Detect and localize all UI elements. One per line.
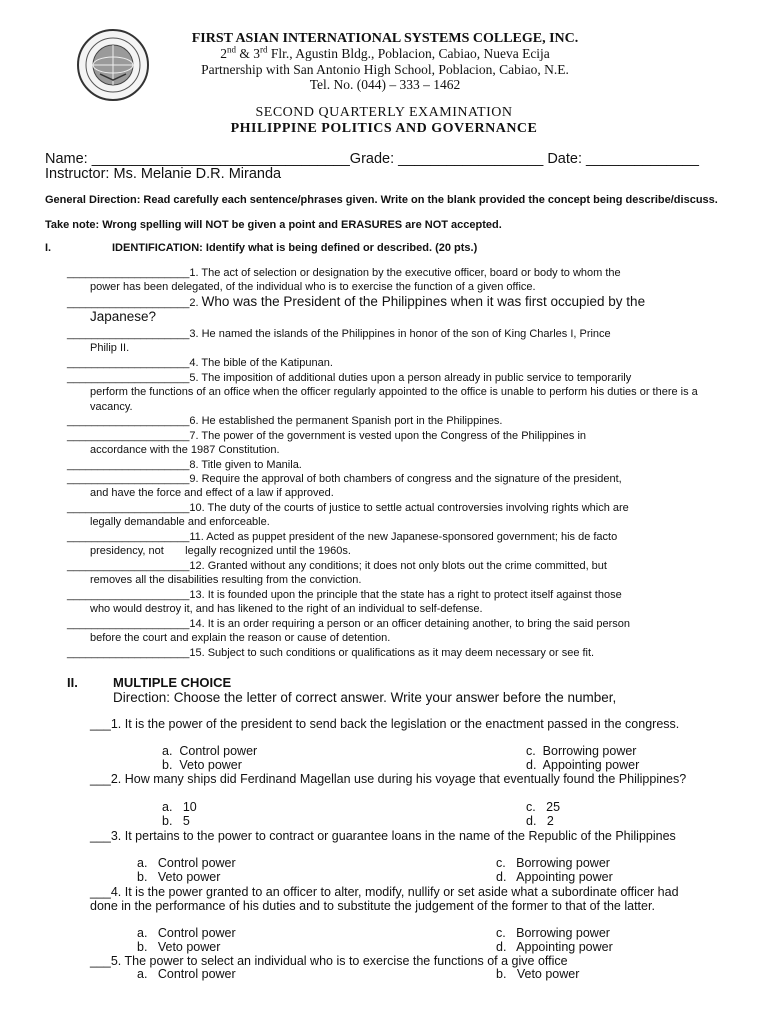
mc-question: ___3. It pertains to the power to contract or guarantee loans in the name of the Republic of the Philippines bbox=[90, 829, 676, 843]
mc-option: a. Control power bbox=[137, 856, 236, 870]
identification-item bbox=[67, 266, 727, 295]
mc-option: c. Borrowing power bbox=[496, 926, 610, 940]
item-text: It is an order requiring a person or an officer detaining another, to bring the said person bbox=[207, 618, 631, 630]
mc-option: b. Veto power bbox=[162, 758, 242, 772]
identification-item bbox=[67, 429, 727, 458]
item-text: Granted without any conditions; it does not only blots out the crime committed, but bbox=[207, 560, 607, 572]
item-text: The imposition of additional duties upon a person already in public service to temporarily bbox=[201, 372, 632, 384]
school-address: 2nd & 3rd Flr., Agustin Bldg., Poblacion, Cabiao, Nueva Ecija bbox=[220, 44, 550, 61]
identification-item bbox=[67, 617, 727, 646]
item-text-continued: who would destroy it, and has likened to the right of an individual to self-defense. bbox=[90, 603, 483, 616]
answer-blank: ____________________3. bbox=[67, 328, 202, 340]
item-text-continued: and have the force and effect of a law if approved. bbox=[90, 487, 334, 500]
take-note: Take note: Wrong spelling will NOT be given a point and ERASURES are NOT accepted. bbox=[45, 219, 502, 231]
identification-item bbox=[67, 472, 727, 501]
mc-option: a. 10 bbox=[162, 800, 197, 814]
section-1-number: I. bbox=[45, 242, 52, 254]
mc-option: a. Control power bbox=[137, 926, 236, 940]
item-text: He established the permanent Spanish port in the Philippines. bbox=[201, 415, 503, 427]
answer-blank: ____________________13. bbox=[67, 589, 208, 601]
mc-option: c. 25 bbox=[526, 800, 561, 814]
answer-blank: ____________________15. bbox=[67, 647, 208, 659]
item-text: Who was the President of the Philippines when it was first occupied by the bbox=[201, 294, 646, 309]
name-grade-date-line: Name: ________________________________Grade: __________________ Date: ______________ bbox=[45, 151, 699, 167]
item-text-continued: Japanese? bbox=[90, 309, 157, 325]
answer-blank: ____________________10. bbox=[67, 502, 208, 514]
item-text: The duty of the courts of justice to settle actual controversies involving rights which are bbox=[207, 502, 629, 514]
exam-subject: PHILIPPINE POLITICS AND GOVERNANCE bbox=[230, 121, 538, 136]
mc-option: d. Appointing power bbox=[496, 940, 613, 954]
school-telephone: Tel. No. (044) – 333 – 1462 bbox=[309, 77, 461, 92]
item-text: Subject to such conditions or qualifications as it may deem necessary or see fit. bbox=[207, 647, 595, 659]
item-text: The act of selection or designation by the executive officer, board or body to whom the bbox=[201, 267, 621, 279]
mc-question: ___4. It is the power granted to an officer to alter, modify, nullify or set aside what a subordinate officer had done in the performance of his duties and to substitute the judgement of the former to that of the latter. bbox=[90, 885, 679, 913]
answer-blank: ____________________12. bbox=[67, 560, 208, 572]
section-1-title: IDENTIFICATION: Identify what is being defined or described. (20 pts.) bbox=[112, 242, 478, 254]
mc-option: d. 2 bbox=[526, 814, 554, 828]
answer-blank: ____________________4. bbox=[67, 357, 202, 369]
mc-option: b. Veto power bbox=[137, 870, 221, 884]
school-name: FIRST ASIAN INTERNATIONAL SYSTEMS COLLEGE, INC. bbox=[191, 31, 579, 46]
answer-blank: ____________________9. bbox=[67, 473, 202, 485]
item-text: Acted as puppet president of the new Japanese-sponsored government; his de facto bbox=[206, 531, 618, 543]
item-text-continued: removes all the disabilities resulting from the conviction. bbox=[90, 574, 362, 587]
answer-blank: ____________________6. bbox=[67, 415, 202, 427]
general-direction: General Direction: Read carefully each sentence/phrases given. Write on the blank provided the concept being describe/discuss. bbox=[45, 194, 718, 206]
item-text: The power of the government is vested upon the Congress of the Philippines in bbox=[201, 430, 587, 442]
instructor-line: Instructor: Ms. Melanie D.R. Miranda bbox=[45, 166, 282, 182]
item-text: Require the approval of both chambers of congress and the signature of the president, bbox=[201, 473, 622, 485]
identification-item bbox=[67, 559, 727, 588]
identification-item bbox=[67, 588, 727, 617]
mc-question: ___1. It is the power of the president to send back the legislation or the enactment passed in the congress. bbox=[90, 717, 680, 731]
answer-blank: ____________________14. bbox=[67, 618, 208, 630]
answer-blank: ____________________1. bbox=[67, 267, 202, 279]
mc-question: ___5. The power to select an individual who is to exercise the functions of a give office bbox=[90, 954, 568, 968]
mc-option: b. Veto power bbox=[496, 967, 580, 981]
mc-option: a. Control power bbox=[162, 744, 258, 758]
item-text: The bible of the Katipunan. bbox=[201, 357, 333, 369]
identification-item bbox=[67, 327, 727, 356]
section-2-direction: Direction: Choose the letter of correct answer. Write your answer before the number, bbox=[113, 690, 617, 705]
item-text-continued: power has been delegated, of the individual who is to exercise the function of a given office. bbox=[90, 281, 536, 294]
item-text: He named the islands of the Philippines in honor of the son of King Charles I, Prince bbox=[201, 328, 611, 340]
identification-item bbox=[67, 458, 727, 472]
identification-item bbox=[67, 646, 727, 660]
section-2-title: MULTIPLE CHOICE bbox=[113, 675, 232, 690]
exam-title: SECOND QUARTERLY EXAMINATION bbox=[255, 105, 513, 120]
answer-blank: ____________________11. bbox=[67, 531, 207, 543]
college-seal-logo bbox=[76, 28, 150, 102]
mc-option: d. Appointing power bbox=[526, 758, 640, 772]
answer-blank: ____________________2. bbox=[67, 297, 202, 309]
mc-question: ___2. How many ships did Ferdinand Magellan use during his voyage that eventually found the Philippines? bbox=[90, 772, 687, 786]
item-text-continued: perform the functions of an office when the officer regularly appointed to the office is unable to perform his duties or there is a vacancy. bbox=[90, 386, 701, 413]
mc-option: b. 5 bbox=[162, 814, 190, 828]
identification-item bbox=[67, 356, 727, 370]
section-2-number: II. bbox=[67, 675, 78, 690]
identification-item bbox=[67, 414, 727, 428]
mc-option: c. Borrowing power bbox=[496, 856, 610, 870]
item-text-continued: accordance with the 1987 Constitution. bbox=[90, 444, 280, 457]
identification-item bbox=[67, 530, 727, 559]
identification-item bbox=[67, 295, 727, 325]
item-text: Title given to Manila. bbox=[201, 459, 302, 471]
mc-option: c. Borrowing power bbox=[526, 744, 637, 758]
identification-item bbox=[67, 371, 727, 414]
mc-option: b. Veto power bbox=[137, 940, 221, 954]
answer-blank: ____________________8. bbox=[67, 459, 202, 471]
answer-blank: ____________________5. bbox=[67, 372, 202, 384]
item-text-continued: legally demandable and enforceable. bbox=[90, 516, 270, 529]
item-text: It is founded upon the principle that the state has a right to protect itself against those bbox=[207, 589, 622, 601]
item-text-continued: Philip II. bbox=[90, 342, 130, 355]
mc-option: d. Appointing power bbox=[496, 870, 613, 884]
item-text-continued: presidency, not legally recognized until the 1960s. bbox=[90, 545, 351, 558]
item-text-continued: before the court and explain the reason or cause of detention. bbox=[90, 632, 391, 645]
mc-option: a. Control power bbox=[137, 967, 236, 981]
identification-item bbox=[67, 501, 727, 530]
school-partnership: Partnership with San Antonio High School, Poblacion, Cabiao, N.E. bbox=[201, 62, 569, 77]
answer-blank: ____________________7. bbox=[67, 430, 202, 442]
